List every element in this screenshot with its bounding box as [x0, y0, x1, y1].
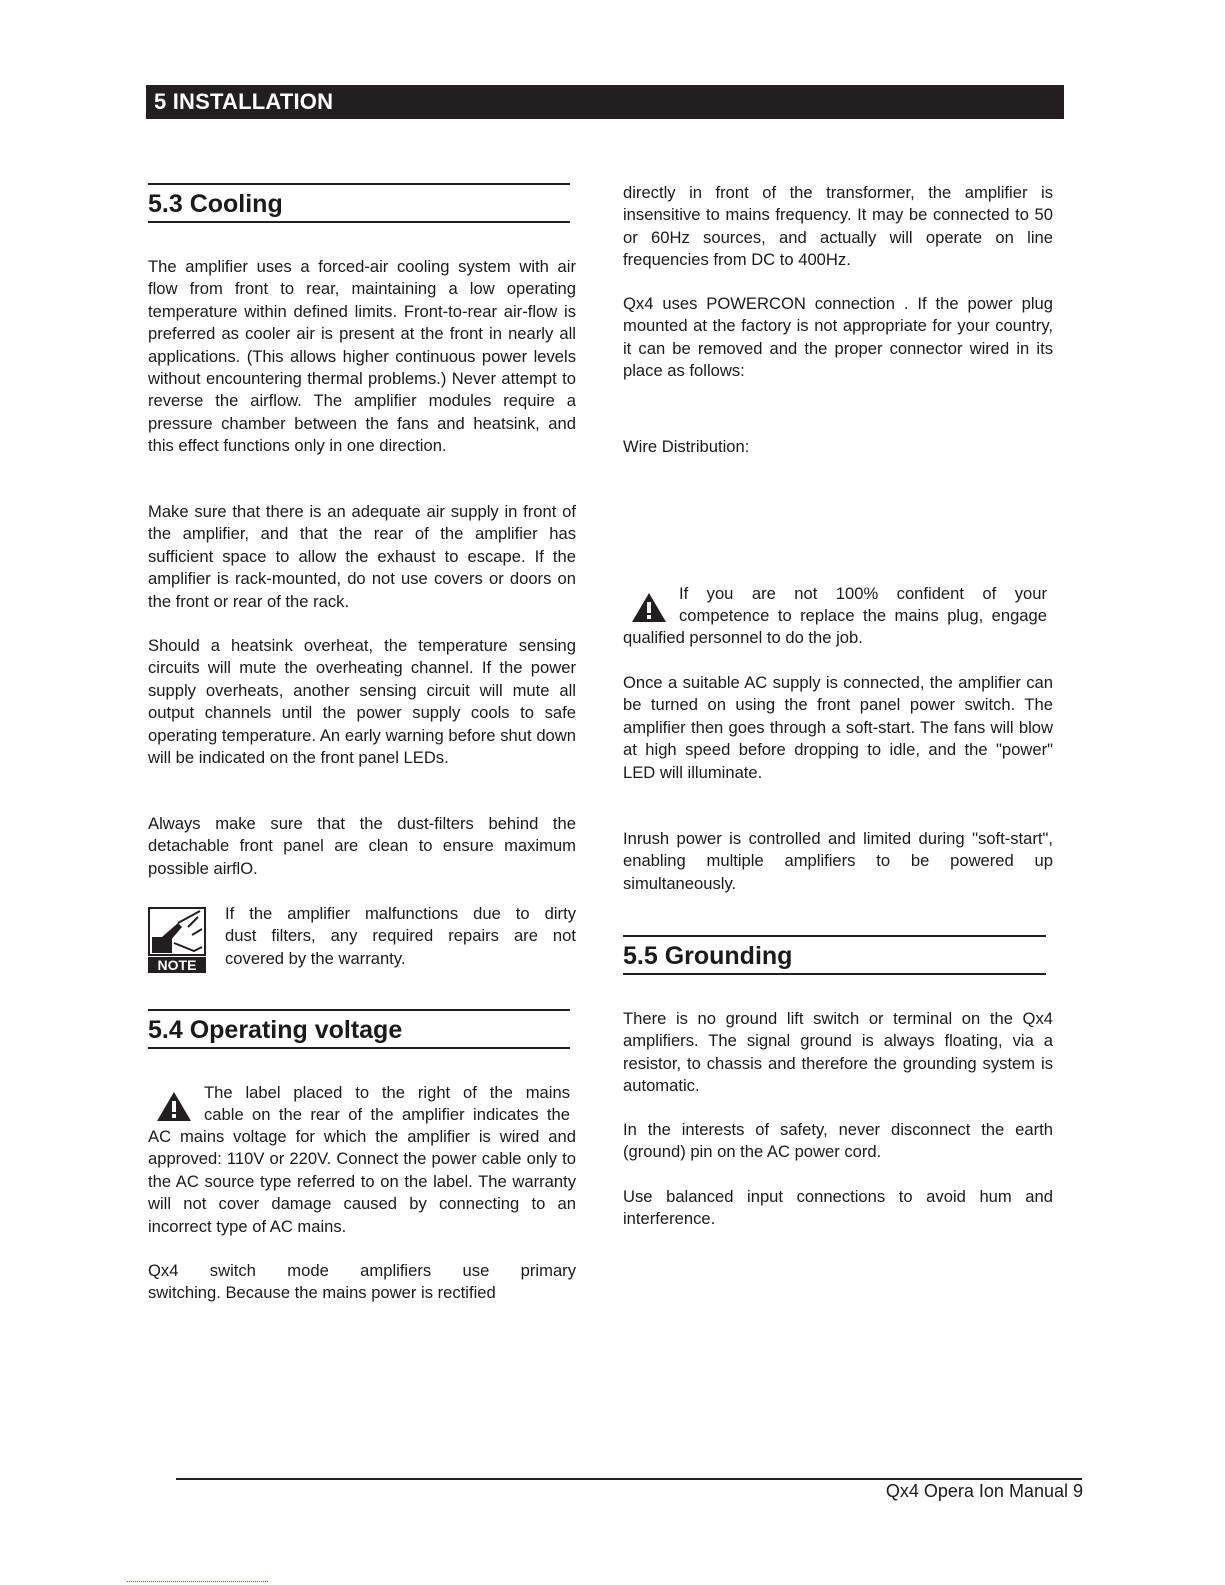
note-line: dust filters, any required repairs are not: [225, 926, 576, 946]
section-heading-cooling: [148, 183, 570, 225]
section-rule-bottom: [148, 221, 570, 223]
section-title: 5.4 Operating voltage: [148, 1016, 403, 1044]
warning-triangle-icon: [156, 1091, 192, 1122]
cooling-paragraph-1: The amplifier uses a forced-air cooling system with air flow from front to rear, maintaining a low operating temperature within defined limits. Front-to-rear air-flow is preferred as cooler air is present at the front in nearly all applications. (This allows higher continuous power levels without encountering thermal problems.) Never attempt to reverse the airflow. The amplifier modules require a pressure chamber between the fans and heatsink, and this effect functions only in one direction.: [148, 257, 576, 456]
section-heading-grounding: [623, 935, 1046, 977]
section-rule-top: [148, 1009, 570, 1011]
voltage-line: switching. Because the mains power is rectified: [148, 1283, 496, 1303]
right-paragraph-1: directly in front of the transformer, the amplifier is insensitive to mains frequency. It may be connected to 50 or 60Hz sources, and actually will operate on line frequencies from DC to 400Hz.: [623, 183, 1053, 270]
section-rule-bottom: [623, 973, 1046, 975]
chapter-title: 5 INSTALLATION: [154, 89, 334, 114]
section-rule-bottom: [148, 1047, 570, 1049]
voltage-warning-line: The label placed to the right of the mains: [204, 1083, 570, 1102]
grounding-paragraph-1: There is no ground lift switch or terminal on the Qx4 amplifiers. The signal ground is always floating, via a resistor, to chassis and therefore the grounding system is automatic.: [623, 1009, 1053, 1096]
voltage-warning-line: cable on the rear of the amplifier indicates the: [204, 1105, 570, 1125]
wire-distribution-label: Wire Distribution:: [623, 437, 750, 456]
note-label: NOTE: [157, 957, 197, 973]
chapter-header: [146, 85, 1064, 119]
grounding-paragraph-3: Use balanced input connections to avoid hum and interference.: [623, 1187, 1053, 1229]
section-heading-voltage: [148, 1009, 570, 1051]
warning-triangle-icon: [631, 592, 667, 623]
section-rule-top: [148, 183, 570, 185]
right-paragraph-2: Qx4 uses POWERCON connection . If the power plug mounted at the factory is not appropriate for your country, it can be removed and the proper connector wired in its place as follows:: [623, 294, 1053, 381]
plug-warning-line: If you are not 100% confident of your: [679, 584, 1047, 603]
note-hand-icon: [148, 907, 206, 973]
voltage-line: Qx4 switch mode amplifiers use primary: [148, 1261, 576, 1280]
bottom-dotted-link[interactable]: [127, 1581, 268, 1582]
right-paragraph-4: Inrush power is controlled and limited during "soft-start", enabling multiple amplifiers to be powered up simultaneously.: [623, 829, 1053, 893]
plug-warning-line: competence to replace the mains plug, engage: [679, 606, 1047, 626]
section-rule-top: [623, 935, 1046, 937]
section-title: 5.3 Cooling: [148, 190, 283, 218]
voltage-paragraph-2: [148, 1260, 576, 1305]
note-text: [225, 903, 576, 970]
right-paragraph-3: Once a suitable AC supply is connected, the amplifier can be turned on using the front panel power switch. The amplifier then goes through a soft-start. The fans will blow at high speed before dropping to idle, and the "power" LED will illuminate.: [623, 673, 1053, 782]
section-title: 5.5 Grounding: [623, 942, 793, 970]
cooling-paragraph-2: Make sure that there is an adequate air supply in front of the amplifier, and that the rear of the amplifier has sufficient space to allow the exhaust to escape. If the amplifier is rack-mounted, do not use covers or doors on the front or rear of the rack.: [148, 502, 576, 611]
plug-warning-lines: [679, 583, 1047, 628]
footer-page-label: Qx4 Opera Ion Manual 9: [885, 1481, 1083, 1501]
note-line: If the amplifier malfunctions due to dirty: [225, 904, 576, 923]
grounding-paragraph-2: In the interests of safety, never disconnect the earth (ground) pin on the AC power cord.: [623, 1120, 1053, 1162]
cooling-paragraph-3: Should a heatsink overheat, the temperature sensing circuits will mute the overheating channel. If the power supply overheats, another sensing circuit will mute all output channels until the power supply cools to safe operating temperature. An early warning before shut down will be indicated on the front panel LEDs.: [148, 636, 576, 768]
voltage-warning-rest: AC mains voltage for which the amplifier is wired and approved: 110V or 220V. Connect the power cable only to the AC source type referred to on the label. The warranty will not cover damage caused by connecting to an incorrect type of AC mains.: [148, 1127, 576, 1236]
cooling-paragraph-4: Always make sure that the dust-filters behind the detachable front panel are clean to ensure maximum possible airflO.: [148, 814, 576, 878]
voltage-warning-lines: [204, 1082, 570, 1127]
note-line: covered by the warranty.: [225, 948, 406, 968]
plug-warning-rest: qualified personnel to do the job.: [623, 628, 863, 647]
footer-rule: [176, 1478, 1082, 1480]
